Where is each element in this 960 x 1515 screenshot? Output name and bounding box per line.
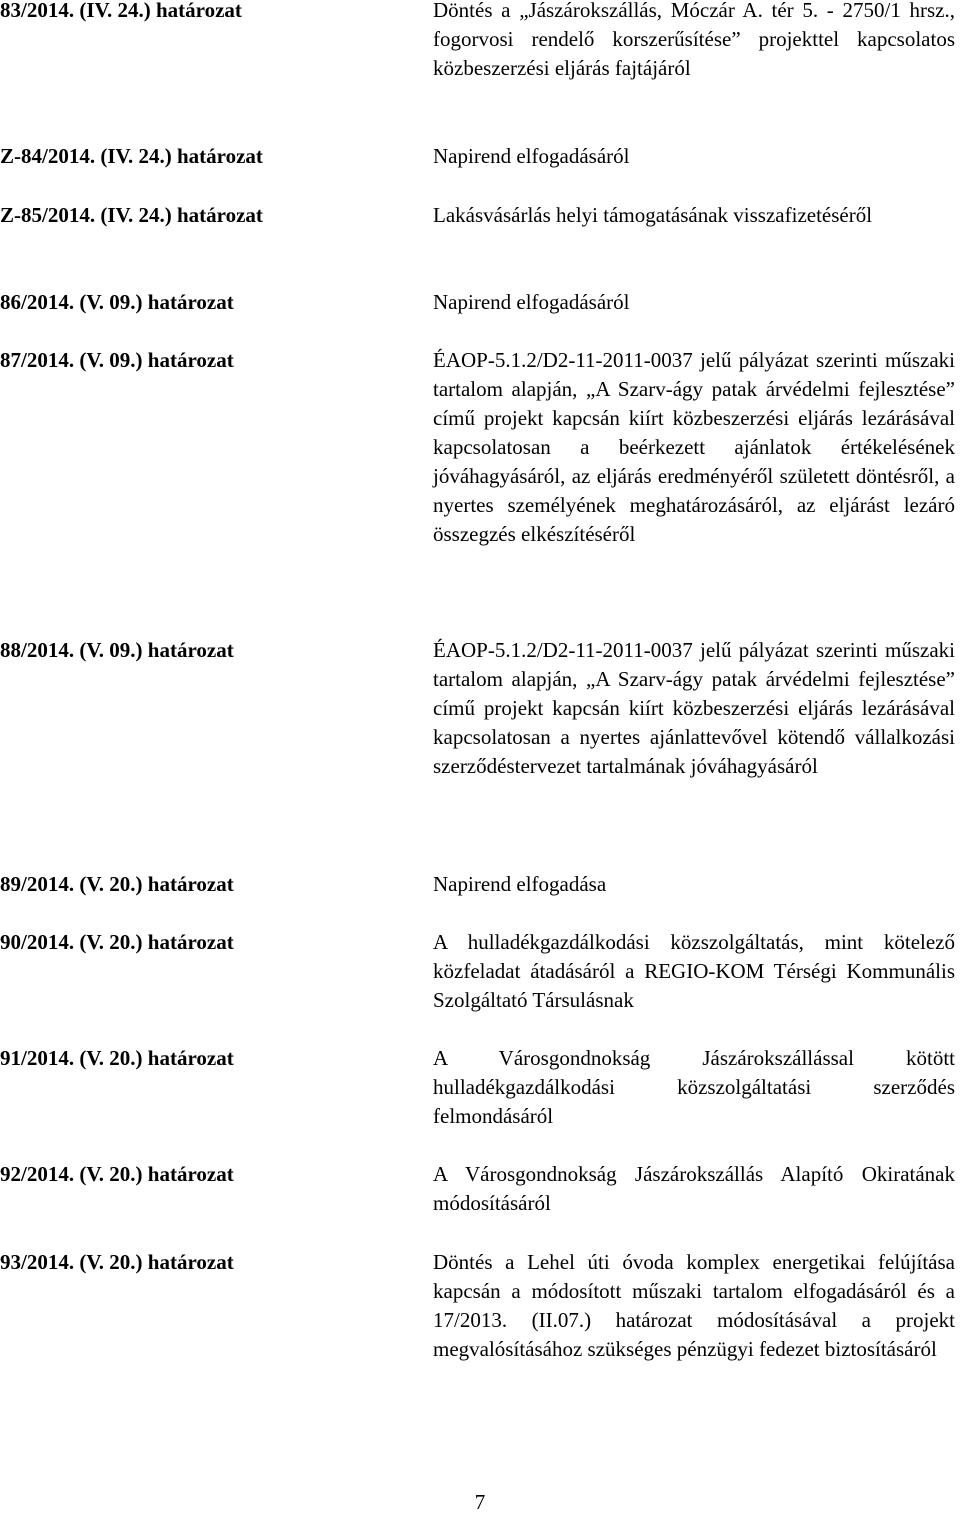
resolution-description: Lakásvásárlás helyi támogatásának visszafizetéséről (433, 203, 873, 227)
resolution-description: A Városgondnokság Jászárokszállás Alapító Okiratának módosításáról (433, 1162, 955, 1215)
resolution-reference: 86/2014. (V. 09.) határozat (0, 290, 234, 314)
resolution-reference: 83/2014. (IV. 24.) határozat (0, 0, 242, 22)
resolution-reference: Z-84/2014. (IV. 24.) határozat (0, 144, 263, 168)
resolution-reference: 91/2014. (V. 20.) határozat (0, 1046, 234, 1070)
page-number: 7 (474, 1490, 486, 1514)
resolution-description: ÉAOP-5.1.2/D2-11-2011-0037 jelű pályázat szerinti műszaki tartalom alapján, „A Szarv-ágy patak árvédelmi fejlesztése” című projekt kapcsán kiírt közbeszerzési eljárás lezárásával kapcsolatosan a nyertes ajánlattevővel kötendő vállalkozási szerződéstervezet tartalmának jóváhagyásáról (433, 638, 955, 778)
resolution-description: Döntés a Lehel úti óvoda komplex energetikai felújítása kapcsán a módosított műszaki tartalom elfogadásáról és a 17/2013. (II.07.) határozat módosításával a projekt megvalósításához szükséges pénzügyi fedezet biztosításáról (433, 1250, 955, 1361)
resolution-description: A hulladékgazdálkodási közszolgáltatás, mint kötelező közfeladat átadásáról a REGIO-KOM Térségi Kommunális Szolgáltató Társulásnak (433, 930, 955, 1012)
resolution-description: Napirend elfogadása (433, 872, 607, 896)
resolution-reference: Z-85/2014. (IV. 24.) határozat (0, 203, 263, 227)
resolution-description: Napirend elfogadásáról (433, 290, 630, 314)
resolution-reference: 92/2014. (V. 20.) határozat (0, 1162, 234, 1186)
resolution-reference: 87/2014. (V. 09.) határozat (0, 348, 234, 372)
resolution-description: A Városgondnokság Jászárokszállással kötött hulladékgazdálkodási közszolgáltatási szerződés felmondásáról (433, 1046, 955, 1128)
resolution-reference: 90/2014. (V. 20.) határozat (0, 930, 234, 954)
resolution-reference: 93/2014. (V. 20.) határozat (0, 1250, 234, 1274)
resolution-reference: 89/2014. (V. 20.) határozat (0, 872, 234, 896)
resolution-description: ÉAOP-5.1.2/D2-11-2011-0037 jelű pályázat szerinti műszaki tartalom alapján, „A Szarv-ágy patak árvédelmi fejlesztése” című projekt kapcsán kiírt közbeszerzési eljárás lezárásával kapcsolatosan a beérkezett ajánlatok értékelésének jóváhagyásáról, az eljárás eredményéről született döntésről, a nyertes személyének meghatározásáról, az eljárást lezáró összegzés elkészítéséről (433, 348, 955, 546)
resolution-description: Napirend elfogadásáról (433, 144, 630, 168)
resolution-reference: 88/2014. (V. 09.) határozat (0, 638, 234, 662)
resolution-description: Döntés a „Jászárokszállás, Móczár A. tér 5. - 2750/1 hrsz., fogorvosi rendelő korszerűsítése” projekttel kapcsolatos közbeszerzési eljárás fajtájáról (433, 0, 955, 80)
